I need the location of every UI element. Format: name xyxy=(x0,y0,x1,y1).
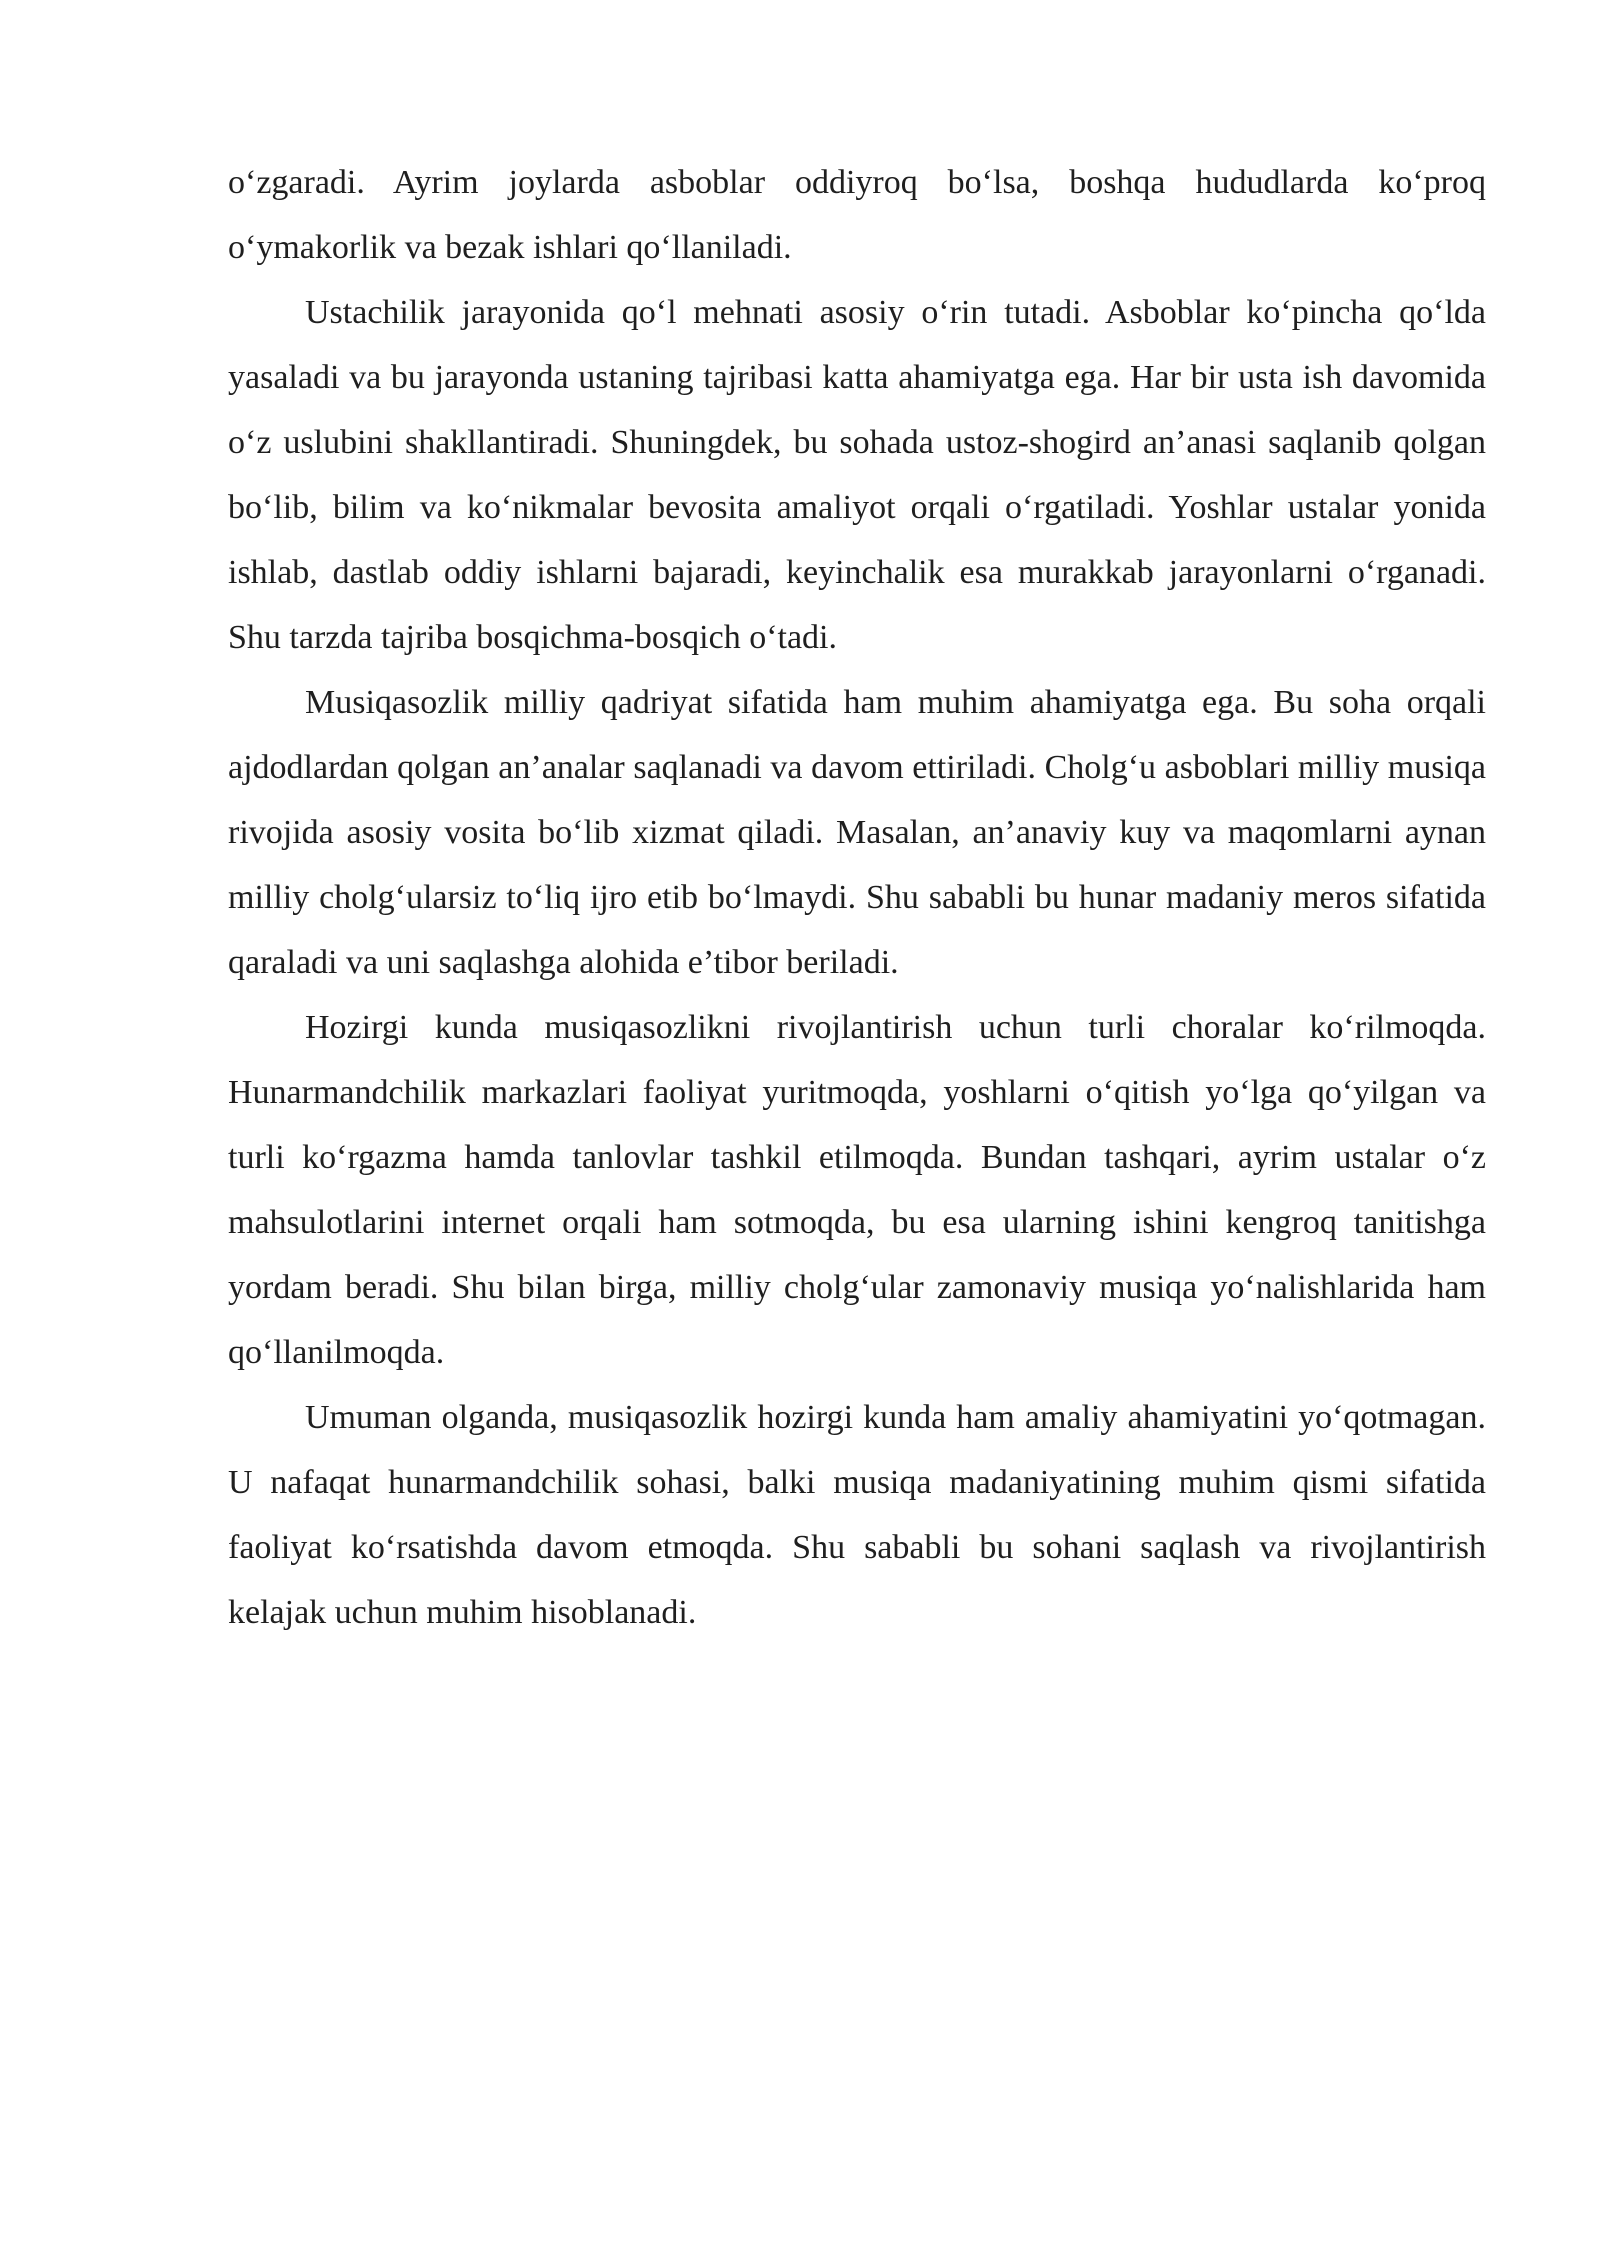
paragraph: o‘zgaradi. Ayrim joylarda asboblar oddiyroq bo‘lsa, boshqa hududlarda ko‘proq o‘ymakorlik va bezak ishlari qo‘llaniladi. xyxy=(228,164,1486,266)
paragraph: Ustachilik jarayonida qo‘l mehnati asosiy o‘rin tutadi. Asboblar ko‘pincha qo‘lda yasaladi va bu jarayonda ustaning tajribasi katta ahamiyatga ega. Har bir usta ish davomida o‘z uslubini shakllantiradi. Shuningdek, bu sohada ustoz-shogird an’anasi saqlanib qolgan bo‘lib, bilim va ko‘nikmalar bevosita amaliyot orqali o‘rgatiladi. Yoshlar ustalar yonida ishlab, dastlab oddiy ishlarni bajaradi, keyinchalik esa murakkab jarayonlarni o‘rganadi. Shu tarzda tajriba bosqichma-bosqich o‘tadi. xyxy=(228,294,1486,656)
paragraph: Umuman olganda, musiqasozlik hozirgi kunda ham amaliy ahamiyatini yo‘qotmagan. U nafaqat hunarmandchilik sohasi, balki musiqa madaniyatining muhim qismi sifatida faoliyat ko‘rsatishda davom etmoqda. Shu sababli bu sohani saqlash va rivojlantirish kelajak uchun muhim hisoblanadi. xyxy=(228,1399,1486,1631)
paragraph: Hozirgi kunda musiqasozlikni rivojlantirish uchun turli choralar ko‘rilmoqda. Hunarmandchilik markazlari faoliyat yuritmoqda, yoshlarni o‘qitish yo‘lga qo‘yilgan va turli ko‘rgazma hamda tanlovlar tashkil etilmoqda. Bundan tashqari, ayrim ustalar o‘z mahsulotlarini internet orqali ham sotmoqda, bu esa ularning ishini kengroq tanitishga yordam beradi. Shu bilan birga, milliy cholg‘ular zamonaviy musiqa yo‘nalishlarida ham qo‘llanilmoqda. xyxy=(228,1009,1486,1371)
document-page xyxy=(228,150,1486,1645)
paragraph: Musiqasozlik milliy qadriyat sifatida ham muhim ahamiyatga ega. Bu soha orqali ajdodlardan qolgan an’analar saqlanadi va davom ettiriladi. Cholg‘u asboblari milliy musiqa rivojida asosiy vosita bo‘lib xizmat qiladi. Masalan, an’anaviy kuy va maqomlarni aynan milliy cholg‘ularsiz to‘liq ijro etib bo‘lmaydi. Shu sababli bu hunar madaniy meros sifatida qaraladi va uni saqlashga alohida e’tibor beriladi. xyxy=(228,684,1486,981)
